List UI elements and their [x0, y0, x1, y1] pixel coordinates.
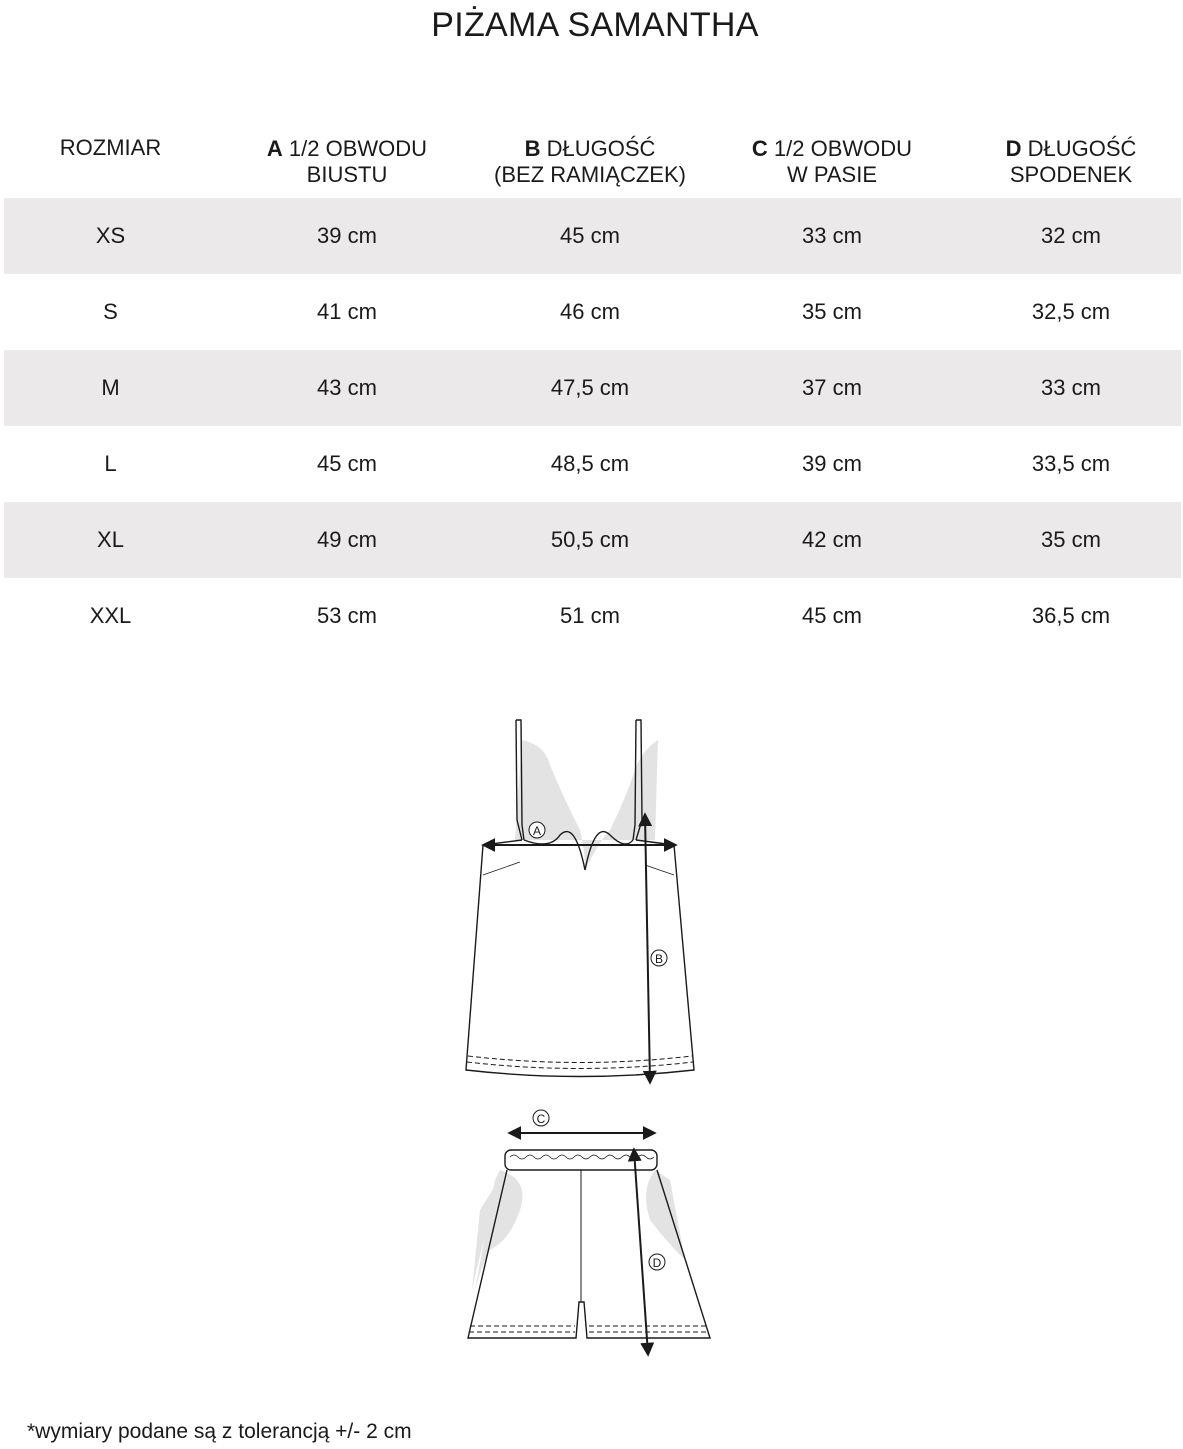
header-bust-label: 1/2 OBWODU: [282, 136, 428, 161]
cell-waist: 45 cm: [802, 603, 862, 628]
size-table: [4, 128, 1181, 654]
cell-bust: 41 cm: [317, 299, 377, 324]
header-waist: [703, 128, 961, 188]
cell-shorts-length: 35 cm: [1041, 527, 1101, 552]
camisole-drawing: [466, 720, 694, 1077]
cell-shorts-length: 33 cm: [1041, 375, 1101, 400]
cell-size: M: [101, 375, 120, 400]
waistband-gather: [510, 1155, 654, 1159]
cell-waist: 37 cm: [802, 375, 862, 400]
cell-waist: 42 cm: [802, 527, 862, 552]
header-shorts-label: DŁUGOŚĆ: [1021, 136, 1137, 161]
header-bust: [217, 128, 477, 188]
header-length: [477, 128, 703, 188]
table-row: [4, 274, 1181, 350]
cell-size: XXL: [89, 603, 132, 628]
cell-waist: 35 cm: [802, 299, 862, 324]
cell-bust: 39 cm: [317, 223, 377, 248]
label-b: B: [654, 952, 664, 966]
cell-bust: 45 cm: [317, 451, 377, 476]
cell-size: XL: [97, 527, 124, 552]
header-shorts-label-2: SPODENEK: [1009, 162, 1133, 187]
cell-bust: 53 cm: [317, 603, 377, 628]
table-row: [4, 502, 1181, 578]
cell-size: XS: [95, 223, 126, 248]
page-title: PIŻAMA SAMANTHA: [431, 6, 759, 44]
cell-size: S: [103, 299, 118, 324]
table-row: [4, 198, 1181, 274]
cell-length: 51 cm: [560, 603, 620, 628]
table-row: [4, 578, 1181, 654]
label-a: A: [532, 824, 542, 838]
cell-waist: 33 cm: [802, 223, 862, 248]
header-bust-letter: A: [266, 136, 283, 161]
header-waist-label-2: W PASIE: [786, 162, 878, 187]
header-length-label-2: (BEZ RAMIĄCZEK): [494, 162, 686, 187]
header-waist-label: 1/2 OBWODU: [767, 136, 913, 161]
table-row: [4, 426, 1181, 502]
table-row: [4, 350, 1181, 426]
cell-shorts-length: 36,5 cm: [1031, 603, 1111, 628]
shorts-shade-right: [646, 1170, 685, 1260]
header-bust-label-2: BIUSTU: [306, 162, 388, 187]
label-d: D: [652, 1256, 662, 1270]
header-length-label: DŁUGOŚĆ: [540, 136, 656, 161]
cell-size: L: [104, 451, 117, 476]
cell-waist: 39 cm: [802, 451, 862, 476]
cell-bust: 43 cm: [317, 375, 377, 400]
cell-length: 45 cm: [560, 223, 620, 248]
cell-shorts-length: 32,5 cm: [1031, 299, 1111, 324]
header-shorts-length: [961, 128, 1181, 188]
cell-shorts-length: 33,5 cm: [1031, 451, 1111, 476]
tolerance-note: *wymiary podane są z tolerancją +/- 2 cm: [27, 1420, 412, 1443]
cell-length: 46 cm: [560, 299, 620, 324]
cell-shorts-length: 32 cm: [1041, 223, 1101, 248]
cell-bust: 49 cm: [317, 527, 377, 552]
header-size: [4, 128, 217, 161]
cell-length: 47,5 cm: [550, 375, 630, 400]
measure-d-arrow: [634, 1150, 648, 1354]
cell-length: 50,5 cm: [550, 527, 630, 552]
garment-diagram: [450, 710, 740, 1370]
label-c: C: [536, 1112, 546, 1126]
header-size-label: ROZMIAR: [59, 135, 162, 160]
cell-length: 48,5 cm: [550, 451, 630, 476]
table-header: [4, 128, 1181, 198]
header-length-letter: B: [524, 136, 541, 161]
header-shorts-letter: D: [1005, 136, 1022, 161]
header-waist-letter: C: [751, 136, 768, 161]
shorts-drawing: [468, 1150, 710, 1338]
